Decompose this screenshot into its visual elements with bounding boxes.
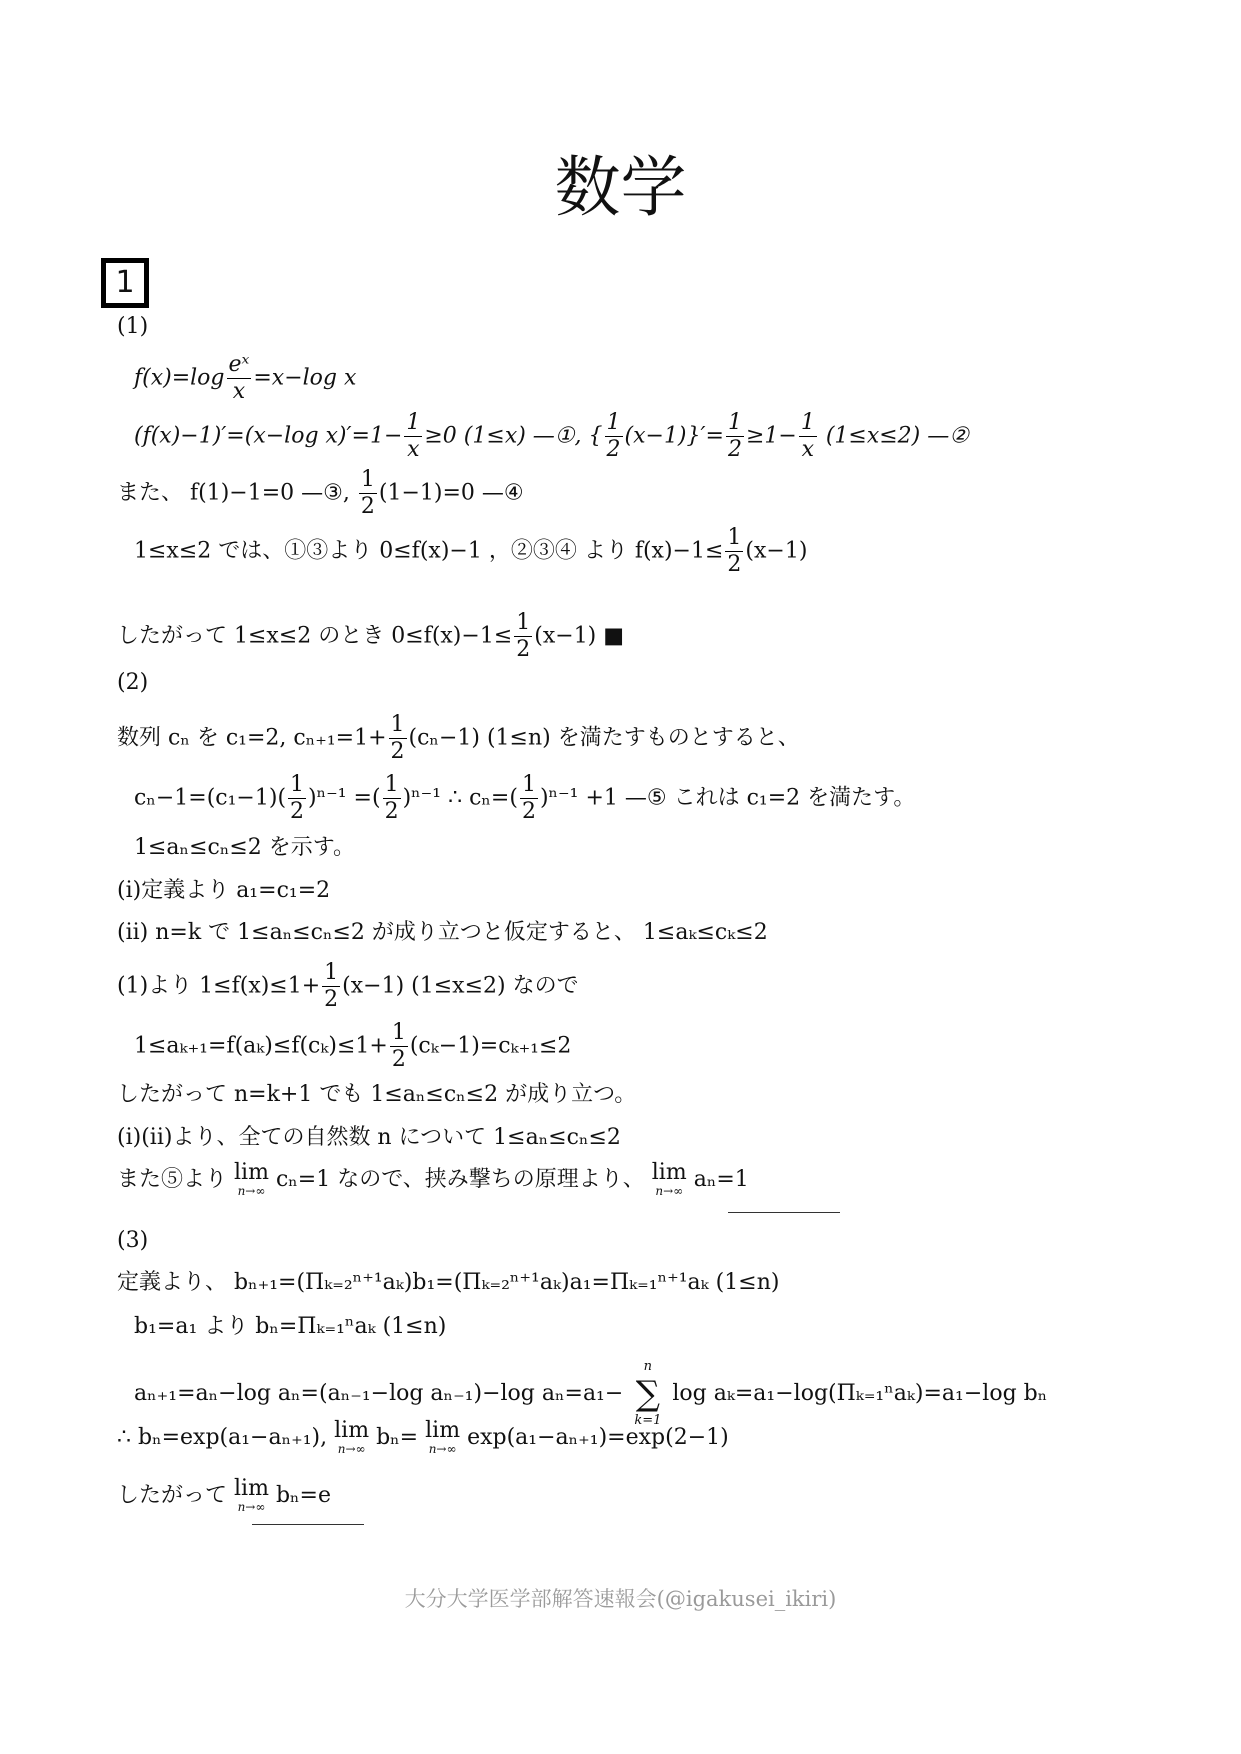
- part3-conclusion: したがって lim n→∞ bₙ=e: [117, 1476, 331, 1514]
- part2-label: (2): [117, 670, 149, 695]
- part1-line-b: (f(x)−1)′=(x−log x)′=1− $\frac{1}{x}$ ≥0 (1≤x) —①, { $\frac{1}{2}$ (x−1)}′= $\frac{1}{2}$ ≥1− $\frac{1}{x}$ (1≤x≤2) —②: [134, 410, 969, 462]
- part2-line-5: (ii) n=k で 1≤aₙ≤cₙ≤2 が成り立つと仮定すると、 1≤aₖ≤cₖ≤2: [117, 920, 768, 945]
- part2-line-7: 1≤aₖ₊₁=f(aₖ)≤f(cₖ)≤1+ $\frac{1}{2}$ (cₖ−1)=cₖ₊₁≤2: [134, 1020, 572, 1072]
- answer-underline-2: [728, 1212, 840, 1213]
- part1-label: (1): [117, 314, 149, 339]
- part2-line-10: また⑤より lim n→∞ cₙ=1 なので、挟み撃ちの原理より、 lim n→∞ aₙ=1: [117, 1160, 749, 1198]
- part2-line-8: したがって n=k+1 でも 1≤aₙ≤cₙ≤2 が成り立つ。: [117, 1082, 637, 1107]
- answer-underline-3: [252, 1524, 364, 1525]
- part1-line-d: 1≤x≤2 では、①③より 0≤f(x)−1 ，②③④ より f(x)−1≤ $\frac{1}{2}$ (x−1): [134, 525, 808, 577]
- part2-line-1: 数列 cₙ を c₁=2, cₙ₊₁=1+ $\frac{1}{2}$ (cₙ−1) (1≤n) を満たすものとすると、: [117, 712, 800, 764]
- part3-line-4: ∴ bₙ=exp(a₁−aₙ₊₁), lim n→∞ bₙ= lim n→∞ exp(a₁−aₙ₊₁)=exp(2−1): [117, 1418, 729, 1456]
- part3-label: (3): [117, 1228, 149, 1253]
- part2-line-9: (i)(ii)より、全ての自然数 n について 1≤aₙ≤cₙ≤2: [117, 1125, 621, 1150]
- part3-line-3: aₙ₊₁=aₙ−log aₙ=(aₙ₋₁−log aₙ₋₁)−log aₙ=a₁− n ∑ k=1 log aₖ=a₁−log(Πₖ₌₁ⁿaₖ)=a₁−log bₙ: [134, 1359, 1048, 1428]
- part3-line-1: 定義より、 bₙ₊₁=(Πₖ₌₂ⁿ⁺¹aₖ)b₁=(Πₖ₌₂ⁿ⁺¹aₖ)a₁=Πₖ₌₁ⁿ⁺¹aₖ (1≤n): [117, 1270, 780, 1295]
- problem-number-box: 1: [101, 258, 149, 308]
- part2-line-4: (i)定義より a₁=c₁=2: [117, 878, 331, 903]
- part2-line-6: (1)より 1≤f(x)≤1+ $\frac{1}{2}$ (x−1) (1≤x≤2) なので: [117, 960, 579, 1012]
- part2-line-2: cₙ−1=(c₁−1)( $\frac{1}{2}$ )ⁿ⁻¹ =( $\frac{1}{2}$ )ⁿ⁻¹ ∴ cₙ=( $\frac{1}{2}$ )ⁿ⁻¹ +1 —⑤ これは c₁=2 を満たす。: [134, 772, 916, 824]
- part1-line-a: f(x)=log $\frac{\text{eˣ}}{x}$ =x−log x: [134, 352, 357, 404]
- part1-line-c: また、 f(1)−1=0 —③, $\frac{1}{2}$ (1−1)=0 —④: [117, 467, 524, 519]
- part2-line-3: 1≤aₙ≤cₙ≤2 を示す。: [134, 835, 356, 860]
- footer-credit: 大分大学医学部解答速報会(@igakusei_ikiri): [404, 1587, 837, 1611]
- page-title: 数学: [554, 149, 687, 226]
- part3-line-2: b₁=a₁ より bₙ=Πₖ₌₁ⁿaₖ (1≤n): [134, 1314, 447, 1339]
- part1-conclusion: したがって 1≤x≤2 のとき 0≤f(x)−1≤ $\frac{1}{2}$ (x−1) ■: [117, 610, 625, 662]
